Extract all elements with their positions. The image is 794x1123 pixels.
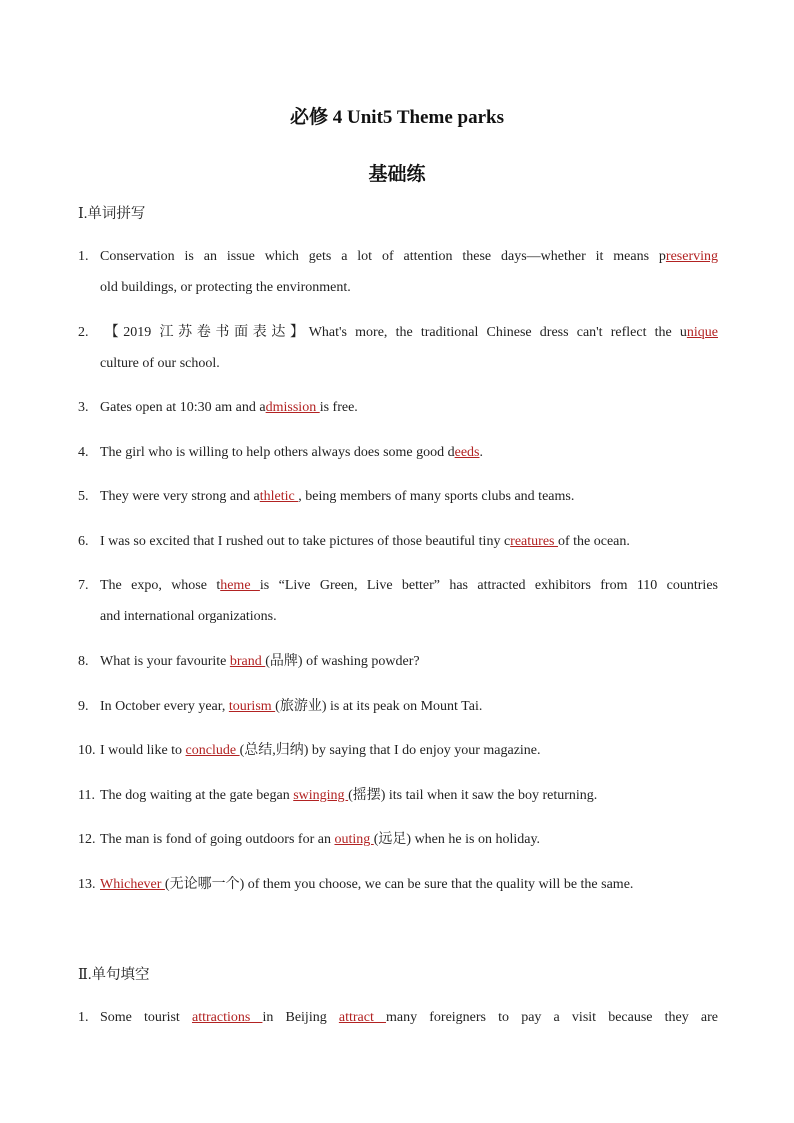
answer-text: attractions	[191, 1010, 263, 1025]
item-number: 13.	[78, 877, 96, 892]
exercise-item-1	[78, 248, 718, 266]
item-text: The man is fond of going outdoors for an	[100, 832, 335, 847]
item-number: 11.	[78, 788, 95, 803]
exercise-item-2-continuation: culture of our school.	[100, 356, 220, 371]
item-text: The expo, whose t	[100, 578, 221, 593]
answer-text: tourism	[228, 699, 276, 714]
exercise-item-1-continuation: old buildings, or protecting the environment.	[100, 280, 351, 295]
item-text: What is your favourite	[100, 654, 230, 669]
item-text: Gates open at 10:30 am and a	[100, 400, 266, 415]
item-number: 3.	[78, 400, 89, 415]
item-text-after: , being members of many sports clubs and teams.	[298, 489, 575, 504]
exercise-item-9	[78, 698, 718, 716]
item-number: 6.	[78, 534, 89, 549]
item-text-after: (无论哪一个) of them you choose, we can be sure that the quality will be the same.	[164, 877, 634, 892]
exercise-item-4	[78, 444, 718, 462]
item-text-middle: in Beijing	[262, 1010, 339, 1025]
exercise-item-3	[78, 399, 718, 417]
exercise-item-5	[78, 488, 718, 506]
item-number: 9.	[78, 699, 89, 714]
item-text: They were very strong and a	[100, 489, 260, 504]
answer-text: brand	[229, 654, 266, 669]
item-text: I was so excited that I rushed out to take pictures of those beautiful tiny c	[100, 534, 511, 549]
item-text: 【2019 江苏卷书面表达】What's more, the traditional Chinese dress can't reflect the u	[100, 325, 687, 340]
section-heading-sentence-fill: Ⅱ.单句填空	[78, 967, 150, 983]
item-text: I would like to	[100, 743, 186, 758]
exercise-item-6	[78, 533, 718, 551]
answer-text: swinging	[293, 788, 349, 803]
item-number: 5.	[78, 489, 89, 504]
item-text-after: (摇摆) its tail when it saw the boy returning.	[348, 788, 598, 803]
item-number: 12.	[78, 832, 96, 847]
exercise-item-8	[78, 653, 718, 671]
answer-text: attract	[338, 1010, 386, 1025]
exercise-item-2	[78, 324, 718, 342]
item-text-after: .	[479, 445, 484, 460]
item-number: 4.	[78, 445, 89, 460]
exercise-item-12	[78, 831, 718, 849]
exercise-item-10	[78, 742, 718, 760]
exercise-item-s2-1	[78, 1009, 718, 1027]
item-text-after: (品牌) of washing powder?	[265, 654, 420, 669]
item-text-after: (远足) when he is on holiday.	[373, 832, 541, 847]
page-subtitle: 基础练	[368, 164, 426, 185]
item-text: Some tourist	[100, 1010, 192, 1025]
answer-text: outing	[334, 832, 374, 847]
answer-text: eeds	[454, 445, 480, 460]
exercise-item-11	[78, 787, 718, 805]
answer-text: thletic	[259, 489, 299, 504]
answer-text: dmission	[265, 400, 320, 415]
item-text: The dog waiting at the gate began	[100, 788, 294, 803]
item-number: 10.	[78, 743, 96, 758]
answer-text: reserving	[665, 249, 718, 264]
item-number: 1.	[78, 1010, 89, 1025]
item-number: 8.	[78, 654, 89, 669]
item-text-after: (总结,归纳) by saying that I do enjoy your magazine.	[239, 743, 541, 758]
answer-text: reatures	[510, 534, 558, 549]
item-text-after: is “Live Green, Live better” has attracted exhibitors from 110 countries	[259, 578, 718, 593]
exercise-item-13	[78, 876, 718, 894]
page-title: 必修 4 Unit5 Theme parks	[290, 107, 504, 128]
item-number: 1.	[78, 249, 89, 264]
answer-text: conclude	[185, 743, 240, 758]
answer-text: Whichever	[100, 877, 165, 892]
item-text: The girl who is willing to help others always does some good d	[100, 445, 455, 460]
answer-text: heme	[220, 578, 260, 593]
section-heading-spelling: Ⅰ.单词拼写	[78, 206, 146, 222]
item-text-after: many foreigners to pay a visit because they are	[386, 1010, 718, 1025]
item-text-after: is free.	[319, 400, 358, 415]
exercise-item-7	[78, 577, 718, 595]
exercise-item-7-continuation: and international organizations.	[100, 609, 277, 624]
item-text: In October every year,	[100, 699, 229, 714]
item-number: 2.	[78, 325, 89, 340]
answer-text: nique	[686, 325, 718, 340]
item-text: Conservation is an issue which gets a lot of attention these days—whether it means p	[100, 249, 666, 264]
item-text-after: (旅游业) is at its peak on Mount Tai.	[275, 699, 483, 714]
item-text-after: of the ocean.	[557, 534, 630, 549]
item-number: 7.	[78, 578, 89, 593]
